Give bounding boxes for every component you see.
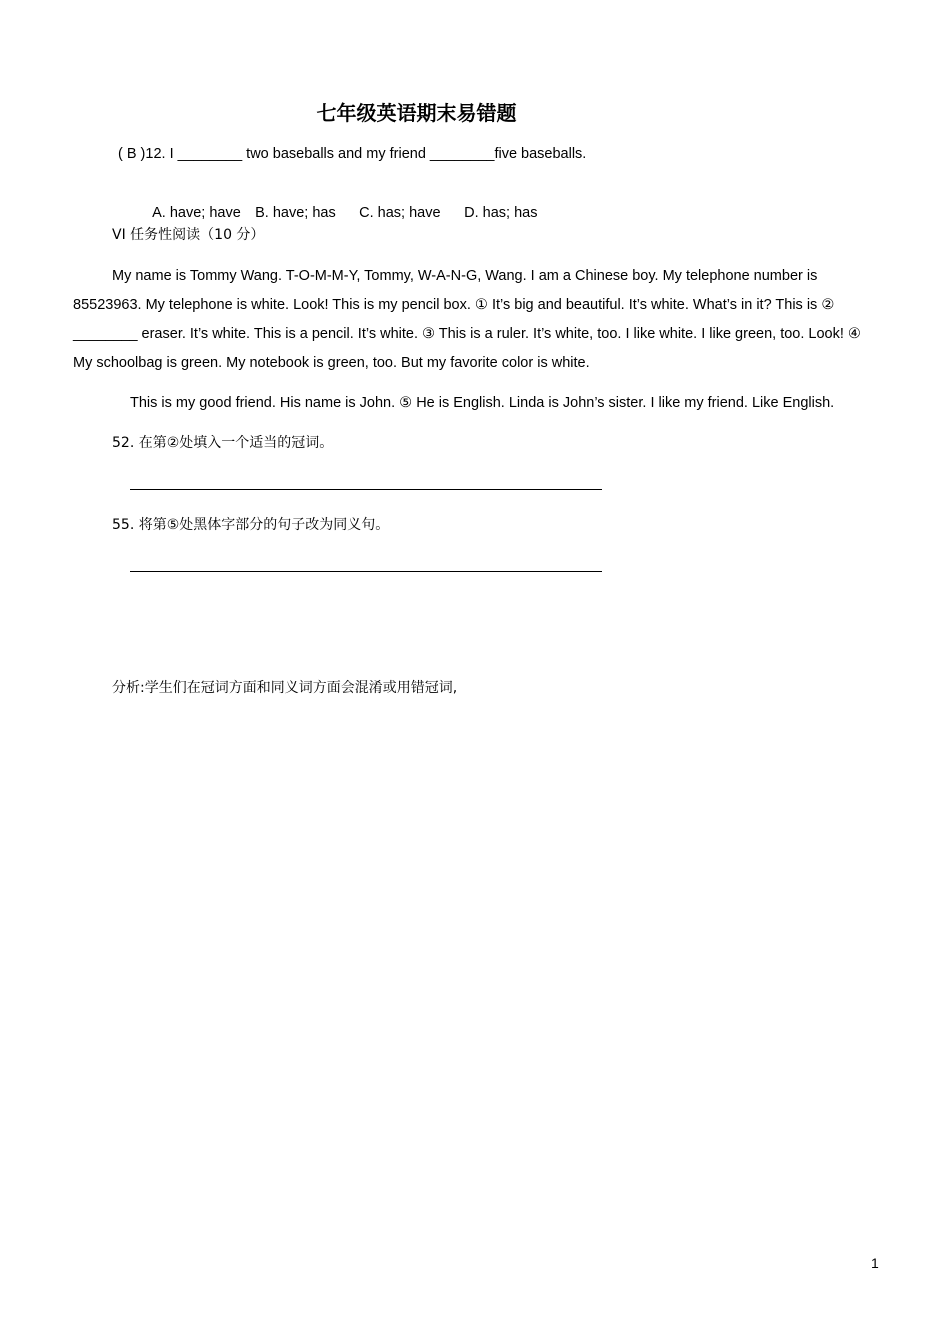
question-52: 52. 在第②处填入一个适当的冠词。 [112, 435, 334, 451]
passage-line-2: 85523963. My telephone is white. Look! This is my pencil box. ① It’s big and beautiful. It’s white. What’s in it? This is ② [73, 297, 835, 313]
document-title: 七年级英语期末易错题 [316, 101, 517, 125]
page-number: 1 [871, 1255, 879, 1271]
option-a: A. have; have [152, 205, 241, 221]
passage-line-4: My schoolbag is green. My notebook is green, too. But my favorite color is white. [73, 355, 590, 371]
section-heading: VI 任务性阅读（10 分） [112, 227, 265, 243]
option-b: B. have; has [255, 205, 336, 221]
answer-line-52 [130, 489, 602, 490]
answer-line-55 [130, 571, 602, 572]
analysis-note: 分析:学生们在冠词方面和同义词方面会混淆或用错冠词, [112, 680, 458, 696]
option-d: D. has; has [464, 205, 538, 221]
question-55: 55. 将第⑤处黑体字部分的句子改为同义句。 [112, 517, 390, 533]
passage-paragraph-2: This is my good friend. His name is John. ⑤ He is English. Linda is John’s sister. I like my friend. Like English. [130, 395, 835, 411]
question-12: ( B )12. I ________ two baseballs and my friend ________five baseballs. [118, 146, 587, 162]
passage-line-1: My name is Tommy Wang. T-O-M-M-Y, Tommy, W-A-N-G, Wang. I am a Chinese boy. My telephone number is [112, 268, 818, 284]
option-c: C. has; have [359, 205, 441, 221]
passage-line-3: ________ eraser. It’s white. This is a pencil. It’s white. ③ This is a ruler. It’s white, too. I like white. I like green, too. Look! ④ [73, 326, 861, 342]
